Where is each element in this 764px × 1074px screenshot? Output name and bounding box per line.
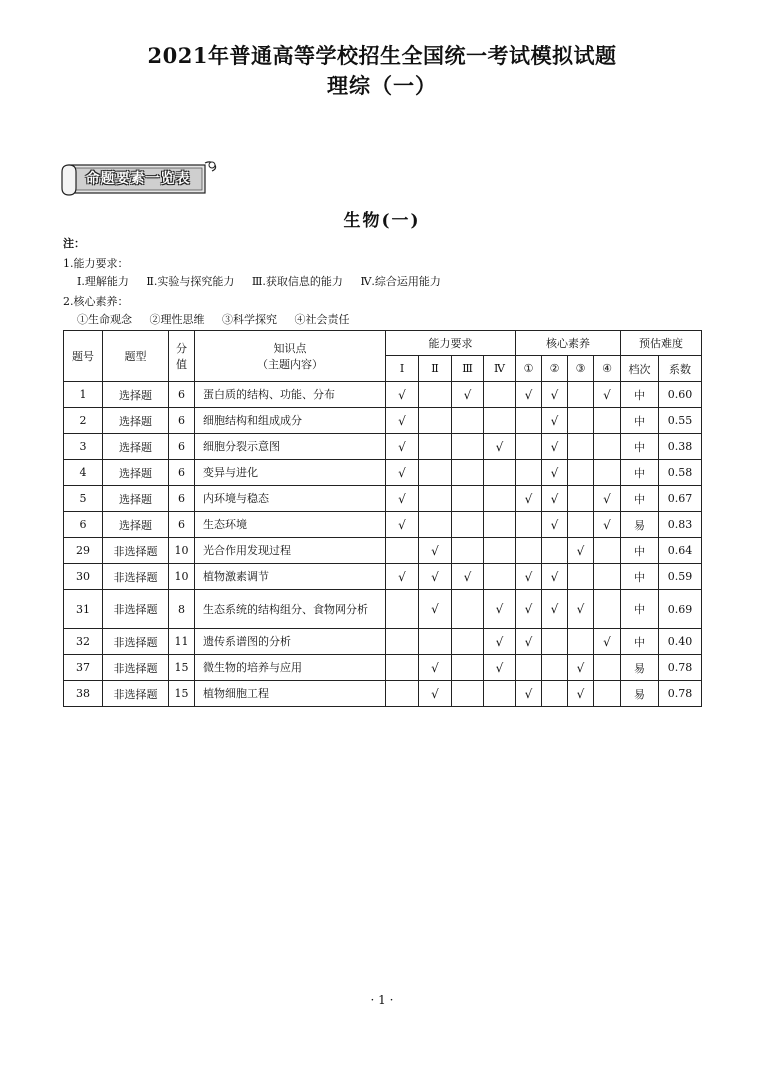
section-banner <box>61 159 217 197</box>
cell-ability-check <box>386 538 419 564</box>
cell-ability-check: √ <box>484 629 516 655</box>
note-label: 注： <box>63 237 85 250</box>
cell-level: 中 <box>621 486 659 512</box>
cell-topic: 内环境与稳态 <box>195 486 386 512</box>
cell-literacy-check <box>594 408 621 434</box>
cell-topic: 生态系统的结构组分、食物网分析 <box>195 590 386 629</box>
cell-literacy-check: √ <box>568 538 594 564</box>
cell-ability-check <box>452 681 484 707</box>
cell-num: 1 <box>64 382 103 408</box>
cell-literacy-check <box>516 512 542 538</box>
table-row <box>64 460 702 486</box>
cell-literacy-check <box>516 460 542 486</box>
cell-literacy-check <box>516 408 542 434</box>
cell-literacy-check: √ <box>542 564 568 590</box>
cell-literacy-check <box>568 486 594 512</box>
cell-ability-check: √ <box>452 382 484 408</box>
document-title: 2021年普通高等学校招生全国统一考试模拟试题 <box>147 43 617 68</box>
cell-ability-check <box>419 434 452 460</box>
header-topic-1: 知识点 <box>273 342 307 355</box>
cell-literacy-check: √ <box>516 590 542 629</box>
cell-ability-check: √ <box>386 564 419 590</box>
cell-ability-check: √ <box>419 590 452 629</box>
cell-literacy-check <box>542 538 568 564</box>
cell-topic: 细胞分裂示意图 <box>195 434 386 460</box>
literacy-item: ②理性思维 <box>149 313 205 326</box>
cell-ability-check: √ <box>419 564 452 590</box>
subject-heading: 生物(一) <box>343 211 421 231</box>
page-number: · 1 · <box>370 993 394 1007</box>
cell-type: 选择题 <box>103 512 169 538</box>
cell-type: 非选择题 <box>103 629 169 655</box>
cell-ability-check <box>452 538 484 564</box>
table-row <box>64 629 702 655</box>
table-row <box>64 434 702 460</box>
cell-score: 6 <box>169 512 195 538</box>
ability-item: Ⅰ.理解能力 <box>77 275 129 288</box>
cell-level: 中 <box>621 564 659 590</box>
header-level: 档次 <box>621 356 659 382</box>
header-ability-col: Ⅲ <box>452 356 484 382</box>
header-type: 题型 <box>103 331 169 382</box>
cell-literacy-check <box>568 382 594 408</box>
cell-type: 选择题 <box>103 460 169 486</box>
cell-coef: 0.69 <box>659 590 702 629</box>
cell-literacy-check: √ <box>516 681 542 707</box>
cell-ability-check <box>419 486 452 512</box>
header-literacy-col: ③ <box>568 356 594 382</box>
cell-num: 37 <box>64 655 103 681</box>
cell-coef: 0.59 <box>659 564 702 590</box>
cell-ability-check <box>452 408 484 434</box>
cell-literacy-check <box>516 434 542 460</box>
cell-topic: 蛋白质的结构、功能、分布 <box>195 382 386 408</box>
cell-literacy-check <box>594 538 621 564</box>
cell-ability-check <box>419 460 452 486</box>
cell-num: 3 <box>64 434 103 460</box>
cell-score: 6 <box>169 460 195 486</box>
cell-ability-check <box>419 512 452 538</box>
cell-literacy-check <box>516 538 542 564</box>
cell-ability-check: √ <box>419 655 452 681</box>
cell-level: 中 <box>621 629 659 655</box>
cell-ability-check <box>419 382 452 408</box>
cell-coef: 0.78 <box>659 655 702 681</box>
table-body <box>64 382 702 707</box>
cell-topic: 生态环境 <box>195 512 386 538</box>
table-row <box>64 408 702 434</box>
cell-coef: 0.40 <box>659 629 702 655</box>
cell-level: 易 <box>621 512 659 538</box>
ability-note-label: 1.能力要求： <box>63 257 129 270</box>
cell-ability-check <box>484 460 516 486</box>
cell-type: 非选择题 <box>103 564 169 590</box>
cell-literacy-check <box>594 590 621 629</box>
cell-ability-check <box>484 681 516 707</box>
table-row <box>64 564 702 590</box>
cell-level: 中 <box>621 408 659 434</box>
table-row <box>64 538 702 564</box>
cell-literacy-check <box>542 681 568 707</box>
cell-ability-check: √ <box>386 512 419 538</box>
cell-coef: 0.38 <box>659 434 702 460</box>
cell-literacy-check: √ <box>568 590 594 629</box>
cell-literacy-check: √ <box>594 382 621 408</box>
cell-type: 非选择题 <box>103 681 169 707</box>
cell-literacy-check <box>542 655 568 681</box>
cell-level: 中 <box>621 382 659 408</box>
cell-score: 6 <box>169 486 195 512</box>
cell-topic: 光合作用发现过程 <box>195 538 386 564</box>
table-row <box>64 590 702 629</box>
table-row <box>64 655 702 681</box>
cell-score: 11 <box>169 629 195 655</box>
cell-ability-check: √ <box>452 564 484 590</box>
cell-literacy-check <box>568 629 594 655</box>
cell-topic: 遗传系谱图的分析 <box>195 629 386 655</box>
cell-ability-check <box>484 382 516 408</box>
cell-ability-check: √ <box>386 408 419 434</box>
cell-score: 6 <box>169 434 195 460</box>
cell-num: 29 <box>64 538 103 564</box>
cell-literacy-check <box>568 564 594 590</box>
cell-topic: 微生物的培养与应用 <box>195 655 386 681</box>
cell-num: 30 <box>64 564 103 590</box>
cell-score: 6 <box>169 382 195 408</box>
header-literacy-col: ① <box>516 356 542 382</box>
cell-coef: 0.60 <box>659 382 702 408</box>
header-ability-col: Ⅳ <box>484 356 516 382</box>
cell-coef: 0.78 <box>659 681 702 707</box>
cell-literacy-check: √ <box>594 486 621 512</box>
cell-literacy-check: √ <box>594 629 621 655</box>
cell-num: 31 <box>64 590 103 629</box>
cell-level: 中 <box>621 434 659 460</box>
cell-literacy-check <box>594 681 621 707</box>
cell-coef: 0.64 <box>659 538 702 564</box>
cell-ability-check <box>484 538 516 564</box>
cell-score: 15 <box>169 681 195 707</box>
cell-ability-check <box>452 629 484 655</box>
cell-literacy-check: √ <box>542 408 568 434</box>
table-row <box>64 486 702 512</box>
cell-topic: 细胞结构和组成成分 <box>195 408 386 434</box>
header-topic <box>195 331 386 382</box>
cell-literacy-check <box>594 434 621 460</box>
cell-literacy-check: √ <box>516 629 542 655</box>
cell-type: 选择题 <box>103 408 169 434</box>
cell-ability-check: √ <box>419 681 452 707</box>
cell-topic: 植物细胞工程 <box>195 681 386 707</box>
cell-ability-check <box>452 590 484 629</box>
cell-ability-check <box>452 655 484 681</box>
cell-level: 中 <box>621 460 659 486</box>
table-row <box>64 681 702 707</box>
header-difficulty: 预估难度 <box>621 331 702 356</box>
cell-ability-check <box>452 512 484 538</box>
cell-score: 8 <box>169 590 195 629</box>
literacy-item: ④社会责任 <box>294 313 350 326</box>
cell-level: 中 <box>621 538 659 564</box>
cell-coef: 0.67 <box>659 486 702 512</box>
header-ability: 能力要求 <box>386 331 516 356</box>
header-score-1: 分 <box>176 342 187 355</box>
cell-score: 10 <box>169 538 195 564</box>
cell-literacy-check: √ <box>542 590 568 629</box>
cell-num: 4 <box>64 460 103 486</box>
header-coef: 系数 <box>659 356 702 382</box>
cell-literacy-check: √ <box>542 434 568 460</box>
ability-item: Ⅳ.综合运用能力 <box>360 275 441 288</box>
cell-literacy-check <box>568 512 594 538</box>
cell-literacy-check: √ <box>516 382 542 408</box>
cell-num: 2 <box>64 408 103 434</box>
header-literacy-col: ② <box>542 356 568 382</box>
cell-ability-check <box>419 629 452 655</box>
cell-literacy-check <box>568 460 594 486</box>
cell-literacy-check: √ <box>542 486 568 512</box>
cell-ability-check <box>484 512 516 538</box>
header-score <box>169 331 195 382</box>
cell-level: 中 <box>621 590 659 629</box>
literacy-item: ①生命观念 <box>77 313 132 326</box>
literacy-list <box>77 311 364 327</box>
cell-ability-check: √ <box>386 434 419 460</box>
cell-literacy-check: √ <box>568 681 594 707</box>
cell-type: 选择题 <box>103 486 169 512</box>
cell-score: 6 <box>169 408 195 434</box>
cell-ability-check: √ <box>386 486 419 512</box>
cell-literacy-check: √ <box>542 460 568 486</box>
cell-num: 5 <box>64 486 103 512</box>
cell-ability-check <box>452 434 484 460</box>
ability-item: Ⅲ.获取信息的能力 <box>251 275 343 288</box>
cell-ability-check: √ <box>484 434 516 460</box>
header-literacy-col: ④ <box>594 356 621 382</box>
cell-ability-check: √ <box>484 590 516 629</box>
cell-num: 32 <box>64 629 103 655</box>
header-topic-2: （主题内容） <box>257 358 323 371</box>
cell-literacy-check <box>516 655 542 681</box>
cell-ability-check <box>386 681 419 707</box>
cell-level: 易 <box>621 655 659 681</box>
cell-ability-check <box>452 460 484 486</box>
header-ability-col: Ⅱ <box>419 356 452 382</box>
header-num: 题号 <box>64 331 103 382</box>
cell-ability-check <box>452 486 484 512</box>
header-ability-col: Ⅰ <box>386 356 419 382</box>
document-subtitle: 理综（一） <box>327 73 437 98</box>
cell-literacy-check: √ <box>542 512 568 538</box>
cell-ability-check <box>386 655 419 681</box>
cell-literacy-check <box>594 655 621 681</box>
cell-ability-check: √ <box>484 655 516 681</box>
table-row <box>64 512 702 538</box>
cell-ability-check <box>386 629 419 655</box>
cell-literacy-check <box>568 434 594 460</box>
cell-literacy-check: √ <box>568 655 594 681</box>
cell-score: 15 <box>169 655 195 681</box>
ability-list <box>77 273 455 289</box>
literacy-note-label: 2.核心素养： <box>63 295 129 308</box>
ability-item: Ⅱ.实验与探究能力 <box>146 275 235 288</box>
cell-coef: 0.58 <box>659 460 702 486</box>
cell-score: 10 <box>169 564 195 590</box>
cell-type: 非选择题 <box>103 655 169 681</box>
cell-type: 非选择题 <box>103 538 169 564</box>
cell-num: 38 <box>64 681 103 707</box>
cell-ability-check: √ <box>386 382 419 408</box>
cell-ability-check: √ <box>419 538 452 564</box>
cell-literacy-check: √ <box>516 486 542 512</box>
literacy-item: ③科学探究 <box>222 313 277 326</box>
cell-type: 选择题 <box>103 382 169 408</box>
cell-coef: 0.55 <box>659 408 702 434</box>
cell-topic: 植物激素调节 <box>195 564 386 590</box>
cell-ability-check: √ <box>386 460 419 486</box>
cell-type: 选择题 <box>103 434 169 460</box>
cell-topic: 变异与进化 <box>195 460 386 486</box>
question-elements-table <box>63 330 702 707</box>
cell-ability-check <box>484 486 516 512</box>
cell-type: 非选择题 <box>103 590 169 629</box>
cell-ability-check <box>386 590 419 629</box>
cell-literacy-check <box>594 564 621 590</box>
table-row <box>64 382 702 408</box>
cell-literacy-check: √ <box>542 382 568 408</box>
cell-num: 6 <box>64 512 103 538</box>
header-score-2: 值 <box>176 358 187 371</box>
cell-coef: 0.83 <box>659 512 702 538</box>
cell-ability-check <box>419 408 452 434</box>
cell-ability-check <box>484 564 516 590</box>
cell-literacy-check: √ <box>594 512 621 538</box>
cell-ability-check <box>484 408 516 434</box>
header-literacy: 核心素养 <box>516 331 621 356</box>
cell-literacy-check <box>568 408 594 434</box>
cell-literacy-check <box>594 460 621 486</box>
cell-literacy-check: √ <box>516 564 542 590</box>
cell-literacy-check <box>542 629 568 655</box>
cell-level: 易 <box>621 681 659 707</box>
banner-label: 命题要素一览表 <box>85 171 191 187</box>
